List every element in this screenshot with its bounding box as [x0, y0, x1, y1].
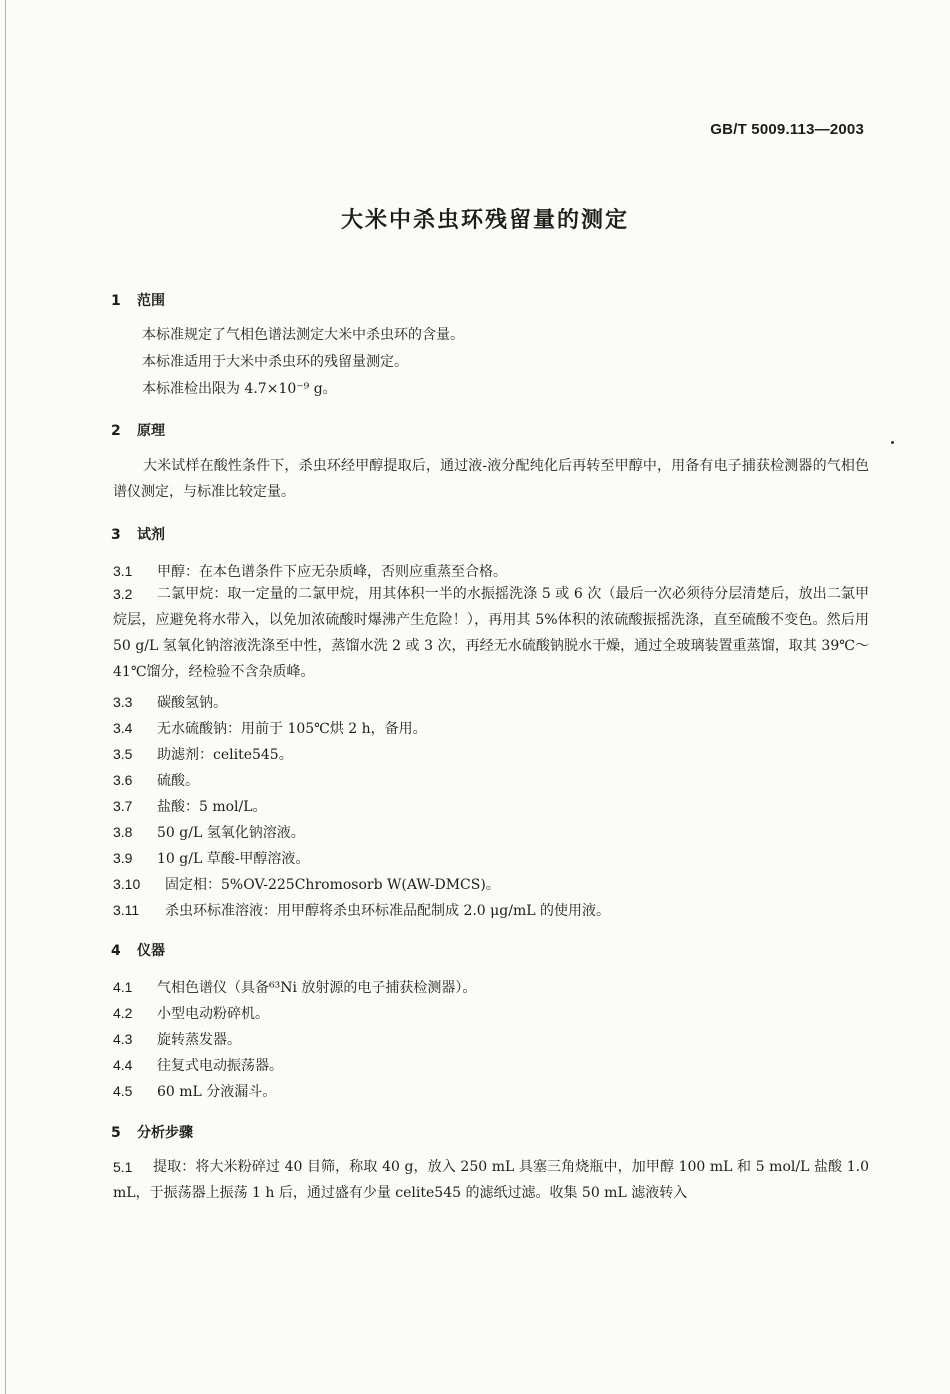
item-number: 3.4: [113, 720, 133, 736]
item-text: 助滤剂：celite545。: [157, 747, 293, 763]
item-number: 4.3: [113, 1031, 133, 1047]
section-1-heading: [111, 290, 165, 310]
instrument-item: [113, 1029, 241, 1050]
section-number: 5: [111, 1125, 121, 1141]
item-text: 旋转蒸发器。: [157, 1032, 241, 1048]
item-number: 4.2: [113, 1005, 133, 1021]
item-number: 4.5: [113, 1083, 133, 1099]
reagent-item: [113, 744, 293, 765]
reagent-item: [113, 581, 869, 685]
instrument-item: [113, 1003, 269, 1024]
item-number: 3.7: [113, 798, 133, 814]
principle-paragraph: 大米试样在酸性条件下，杀虫环经甲醇提取后，通过液-液分配纯化后再转至甲醇中，用备有电子捕获检测器的气相色谱仪测定，与标准比较定量。: [113, 458, 869, 500]
section-5-heading: [111, 1122, 193, 1142]
document-title: 大米中杀虫环残留量的测定: [340, 208, 629, 233]
section-2-heading: [111, 420, 165, 440]
item-text: 甲醇：在本色谱条件下应无杂质峰，否则应重蒸至合格。: [157, 564, 507, 580]
item-text: 往复式电动振荡器。: [157, 1058, 283, 1074]
section-4-heading: [111, 940, 165, 960]
reagent-item: [113, 900, 610, 921]
section-3-heading: [111, 524, 165, 544]
section-title: 范围: [137, 293, 165, 309]
item-number: 3.1: [113, 563, 133, 579]
item-text: 杀虫环标准溶液：用甲醇将杀虫环标准品配制成 2.0 μg/mL 的使用液。: [165, 903, 610, 919]
item-text: 小型电动粉碎机。: [157, 1006, 269, 1022]
reagent-item: [113, 848, 309, 869]
instrument-item: [113, 1055, 283, 1076]
item-text: 60 mL 分液漏斗。: [157, 1084, 277, 1100]
item-text: 固定相：5%OV-225Chromosorb W(AW-DMCS)。: [165, 877, 500, 893]
scope-line: 本标准规定了气相色谱法测定大米中杀虫环的含量。: [142, 327, 464, 343]
instrument-item: [113, 1081, 276, 1102]
item-text: 硫酸。: [157, 773, 199, 789]
item-number: 3.10: [113, 876, 141, 892]
section-title: 分析步骤: [137, 1125, 193, 1141]
section-number: 2: [111, 423, 121, 439]
reagent-item: [113, 770, 199, 791]
item-number: 3.3: [113, 694, 133, 710]
item-number: 5.1: [113, 1159, 133, 1175]
section-title: 试剂: [137, 527, 165, 543]
reagent-item: [113, 718, 427, 739]
procedure-paragraph: [113, 1154, 869, 1206]
item-text: 碳酸氢钠。: [157, 695, 227, 711]
item-number: 3.2: [113, 586, 133, 602]
scope-line: 本标准适用于大米中杀虫环的残留量测定。: [142, 354, 408, 370]
section-number: 3: [111, 527, 121, 543]
reagent-item: [113, 561, 507, 582]
item-number: 3.5: [113, 746, 133, 762]
item-text: 提取：将大米粉碎过 40 目筛，称取 40 g，放入 250 mL 具塞三角烧瓶中，加甲醇 100 mL 和 5 mol/L 盐酸 1.0 mL，于振荡器上振荡 1 h 后，通过盛有少量 celite545 的滤纸过滤。收集 50 mL 滤液转入: [113, 1159, 869, 1201]
item-number: 3.6: [113, 772, 133, 788]
section-title: 仪器: [137, 943, 165, 959]
reagent-item: [113, 822, 305, 843]
reagent-item: [113, 874, 500, 895]
scope-line: 本标准检出限为 4.7×10⁻⁹ g。: [142, 381, 337, 397]
section-title: 原理: [137, 423, 165, 439]
scan-speck: [891, 441, 894, 444]
item-number: 4.1: [113, 979, 133, 995]
section-number: 4: [111, 943, 121, 959]
item-text: 盐酸：5 mol/L。: [157, 799, 267, 815]
section-number: 1: [111, 293, 121, 309]
item-number: 3.11: [113, 902, 140, 918]
item-number: 3.8: [113, 824, 133, 840]
reagent-item: [113, 692, 227, 713]
item-text: 无水硫酸钠：用前于 105℃烘 2 h，备用。: [157, 721, 427, 737]
reagent-item: [113, 796, 267, 817]
item-number: 3.9: [113, 850, 133, 866]
standard-code: GB/T 5009.113—2003: [710, 121, 864, 138]
item-text: 气相色谱仪（具备⁶³Ni 放射源的电子捕获检测器）。: [157, 980, 477, 996]
item-text: 50 g/L 氢氧化钠溶液。: [157, 825, 305, 841]
item-text: 10 g/L 草酸-甲醇溶液。: [157, 851, 310, 867]
instrument-item: [113, 977, 476, 998]
item-text: 二氯甲烷：取一定量的二氯甲烷，用其体积一半的水振摇洗涤 5 或 6 次（最后一次必须待分层清楚后，放出二氯甲烷层，应避免将水带入，以免加浓硫酸时爆沸产生危险！），再用其 5%体积的浓硫酸振摇洗涤，直至硫酸不变色。然后用 50 g/L 氢氧化钠溶液洗涤至中性，蒸馏水洗 2 或 3 次，再经无水硫酸钠脱水干燥，通过全玻璃装置重蒸馏，取其 39℃～41℃馏分，经检验不含杂质峰。: [113, 586, 869, 680]
item-number: 4.4: [113, 1057, 133, 1073]
